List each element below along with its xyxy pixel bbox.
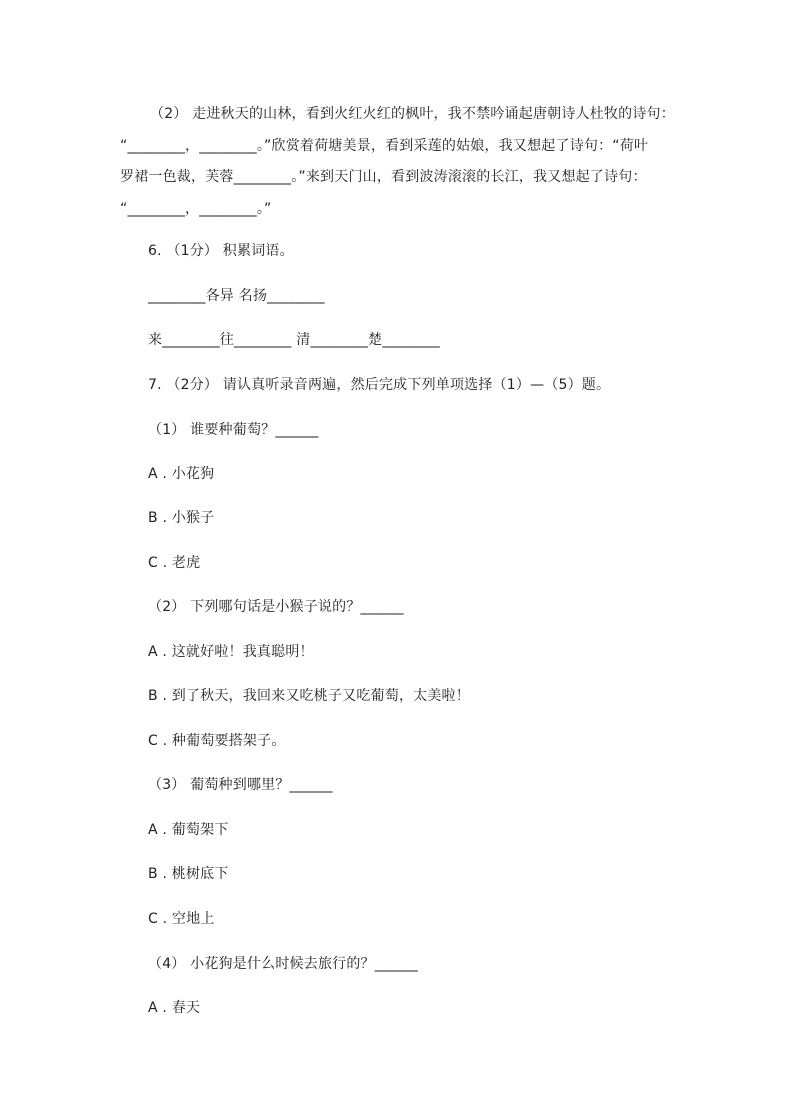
q7-sub3-question: （3） 葡萄种到哪里？______ — [148, 777, 333, 793]
q7-sub1-option-a: A . 小花狗 — [148, 466, 215, 482]
q7-sub2-option-c: C . 种葡萄要搭架子。 — [148, 733, 286, 749]
q7-sub3-option-b: B . 桃树底下 — [148, 866, 229, 882]
q6-row-2: 来________往________ 清________楚________ — [148, 332, 440, 348]
q7-sub3-option-a: A . 葡萄架下 — [148, 822, 229, 838]
q5-part2-line-1: （2） 走进秋天的山林，看到火红火红的枫叶，我不禁吟诵起唐朝诗人杜牧的诗句： — [150, 106, 675, 122]
q5-part2-line-4: “________，________。” — [120, 201, 272, 217]
q7-sub2-question: （2） 下列哪句话是小猴子说的？______ — [148, 599, 404, 615]
q7-sub4-question: （4） 小花狗是什么时候去旅行的？______ — [148, 956, 418, 972]
q7-header: 7. （2分） 请认真听录音两遍，然后完成下列单项选择（1）—（5）题。 — [148, 377, 611, 393]
q7-sub2-option-a: A . 这就好啦！我真聪明！ — [148, 644, 314, 660]
q7-sub1-question: （1） 谁要种葡萄？______ — [148, 422, 319, 438]
q6-row-1: ________各异 名扬________ — [148, 288, 325, 304]
q7-sub1-option-c: C . 老虎 — [148, 555, 201, 571]
q7-sub4-option-a: A . 春天 — [148, 1000, 201, 1016]
q6-header: 6. （1分） 积累词语。 — [148, 243, 294, 259]
q7-sub1-option-b: B . 小猴子 — [148, 510, 215, 526]
q7-sub3-option-c: C . 空地上 — [148, 911, 215, 927]
q5-part2-line-2: “________，________。”欣赏着荷塘美景，看到采莲的姑娘，我又想起了诗句：“荷叶 — [120, 138, 649, 154]
q5-part2-line-3: 罗裙一色裁，芙蓉________。”来到天门山，看到波涛滚滚的长江，我又想起了诗句： — [120, 169, 647, 185]
q7-sub2-option-b: B . 到了秋天，我回来又吃桃子又吃葡萄，太美啦！ — [148, 688, 470, 704]
